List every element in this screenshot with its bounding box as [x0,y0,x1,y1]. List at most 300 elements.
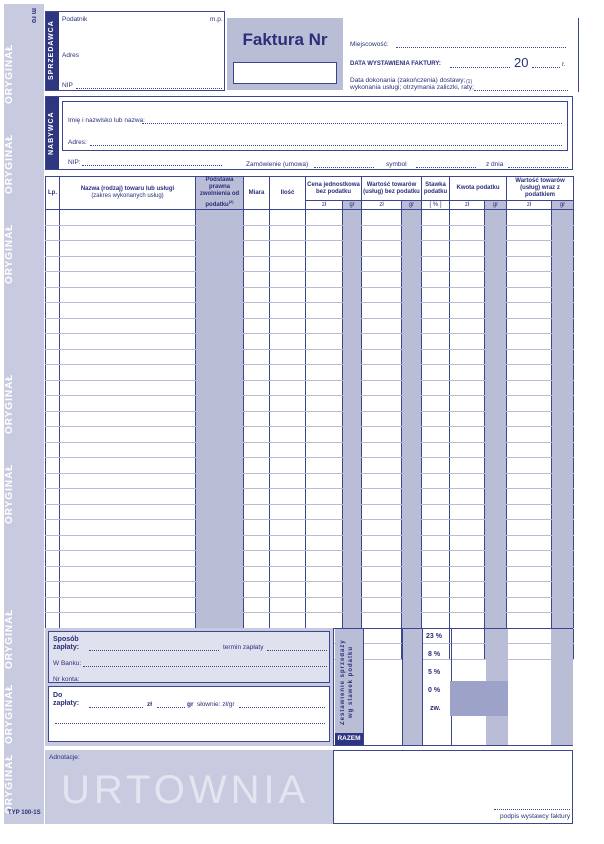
table-cell[interactable] [46,551,60,567]
table-cell[interactable] [196,613,244,629]
table-cell[interactable] [485,582,507,598]
table-cell[interactable] [362,241,402,257]
table-cell[interactable] [552,210,574,226]
table-cell[interactable] [422,504,450,520]
table-row[interactable] [46,551,574,567]
table-row[interactable] [46,442,574,458]
table-cell[interactable] [507,318,552,334]
table-cell[interactable] [552,396,574,412]
table-cell[interactable] [343,349,362,365]
table-row[interactable] [46,613,574,629]
table-cell[interactable] [196,318,244,334]
table-cell[interactable] [507,380,552,396]
table-cell[interactable] [450,380,485,396]
table-cell[interactable] [60,396,196,412]
table-cell[interactable] [485,396,507,412]
table-cell[interactable] [402,210,422,226]
table-cell[interactable] [402,303,422,319]
table-cell[interactable] [552,597,574,613]
table-cell[interactable] [343,427,362,443]
table-cell[interactable] [46,210,60,226]
table-cell[interactable] [507,566,552,582]
table-row[interactable] [46,256,574,272]
table-cell[interactable] [196,582,244,598]
table-cell[interactable] [306,551,343,567]
table-cell[interactable] [507,349,552,365]
table-cell[interactable] [270,318,306,334]
table-cell[interactable] [402,241,422,257]
table-cell[interactable] [485,613,507,629]
table-cell[interactable] [306,349,343,365]
table-row[interactable] [46,427,574,443]
table-cell[interactable] [450,411,485,427]
table-cell[interactable] [244,365,270,381]
signature-box[interactable] [333,750,573,824]
table-cell[interactable] [362,272,402,288]
table-cell[interactable] [343,520,362,536]
table-cell[interactable] [362,318,402,334]
notes-box[interactable] [45,750,333,824]
table-cell[interactable] [422,520,450,536]
table-cell[interactable] [306,318,343,334]
table-cell[interactable] [46,535,60,551]
table-row[interactable] [46,241,574,257]
buyer-nip-field[interactable] [82,165,222,166]
table-cell[interactable] [270,287,306,303]
table-cell[interactable] [485,349,507,365]
table-cell[interactable] [196,349,244,365]
table-cell[interactable] [507,365,552,381]
table-cell[interactable] [60,225,196,241]
table-cell[interactable] [402,473,422,489]
table-cell[interactable] [244,473,270,489]
table-cell[interactable] [485,566,507,582]
table-cell[interactable] [46,582,60,598]
table-cell[interactable] [244,287,270,303]
table-cell[interactable] [450,442,485,458]
table-cell[interactable] [46,597,60,613]
table-cell[interactable] [196,566,244,582]
table-cell[interactable] [46,318,60,334]
payment-term-field[interactable] [267,650,327,651]
table-cell[interactable] [422,427,450,443]
bank-field[interactable] [83,666,327,667]
table-cell[interactable] [306,256,343,272]
table-cell[interactable] [244,613,270,629]
table-cell[interactable] [507,582,552,598]
table-row[interactable] [46,458,574,474]
table-cell[interactable] [450,241,485,257]
table-cell[interactable] [552,613,574,629]
table-cell[interactable] [244,210,270,226]
table-cell[interactable] [244,380,270,396]
table-cell[interactable] [552,287,574,303]
table-cell[interactable] [552,411,574,427]
table-cell[interactable] [402,365,422,381]
table-cell[interactable] [507,225,552,241]
table-cell[interactable] [60,411,196,427]
table-cell[interactable] [507,520,552,536]
table-cell[interactable] [450,334,485,350]
table-cell[interactable] [270,365,306,381]
table-cell[interactable] [402,504,422,520]
table-row[interactable] [46,225,574,241]
table-cell[interactable] [60,613,196,629]
table-cell[interactable] [306,365,343,381]
table-cell[interactable] [244,520,270,536]
table-cell[interactable] [450,535,485,551]
table-cell[interactable] [60,504,196,520]
table-cell[interactable] [450,582,485,598]
table-cell[interactable] [422,442,450,458]
table-cell[interactable] [422,303,450,319]
table-cell[interactable] [196,365,244,381]
table-cell[interactable] [402,582,422,598]
table-cell[interactable] [196,489,244,505]
table-cell[interactable] [485,334,507,350]
table-cell[interactable] [362,349,402,365]
table-cell[interactable] [60,318,196,334]
table-cell[interactable] [343,287,362,303]
table-cell[interactable] [552,380,574,396]
table-cell[interactable] [552,535,574,551]
table-cell[interactable] [402,520,422,536]
table-cell[interactable] [450,210,485,226]
table-row[interactable] [46,272,574,288]
table-cell[interactable] [362,613,402,629]
table-cell[interactable] [402,535,422,551]
table-cell[interactable] [270,272,306,288]
table-cell[interactable] [485,597,507,613]
table-cell[interactable] [507,396,552,412]
table-cell[interactable] [507,551,552,567]
table-cell[interactable] [552,458,574,474]
table-row[interactable] [46,535,574,551]
table-cell[interactable] [485,225,507,241]
table-row[interactable] [46,349,574,365]
table-cell[interactable] [362,458,402,474]
table-cell[interactable] [270,551,306,567]
table-cell[interactable] [196,256,244,272]
table-cell[interactable] [270,582,306,598]
table-cell[interactable] [450,318,485,334]
table-cell[interactable] [270,489,306,505]
table-cell[interactable] [46,520,60,536]
table-cell[interactable] [60,303,196,319]
amount-gr-field[interactable] [157,707,185,708]
table-cell[interactable] [46,334,60,350]
table-cell[interactable] [450,365,485,381]
table-cell[interactable] [422,582,450,598]
table-cell[interactable] [270,504,306,520]
table-cell[interactable] [46,256,60,272]
table-cell[interactable] [270,597,306,613]
table-cell[interactable] [343,566,362,582]
table-row[interactable] [46,210,574,226]
table-cell[interactable] [343,256,362,272]
table-row[interactable] [46,473,574,489]
table-cell[interactable] [552,520,574,536]
table-cell[interactable] [507,272,552,288]
amount-words-field[interactable] [239,707,325,708]
table-cell[interactable] [60,334,196,350]
invoice-number-field[interactable] [233,62,337,84]
table-cell[interactable] [450,396,485,412]
table-row[interactable] [46,566,574,582]
table-cell[interactable] [362,380,402,396]
table-cell[interactable] [270,349,306,365]
table-cell[interactable] [60,442,196,458]
table-cell[interactable] [60,241,196,257]
table-cell[interactable] [244,458,270,474]
table-cell[interactable] [306,396,343,412]
table-cell[interactable] [343,396,362,412]
year-field[interactable] [532,67,560,68]
table-cell[interactable] [60,535,196,551]
table-cell[interactable] [270,535,306,551]
table-cell[interactable] [422,396,450,412]
table-cell[interactable] [343,613,362,629]
table-cell[interactable] [270,458,306,474]
table-cell[interactable] [485,365,507,381]
table-cell[interactable] [343,225,362,241]
table-cell[interactable] [507,427,552,443]
table-cell[interactable] [46,613,60,629]
table-cell[interactable] [362,489,402,505]
table-cell[interactable] [552,349,574,365]
table-cell[interactable] [402,256,422,272]
table-cell[interactable] [485,427,507,443]
table-row[interactable] [46,365,574,381]
table-cell[interactable] [60,365,196,381]
issue-date-field[interactable] [450,67,510,68]
table-cell[interactable] [60,287,196,303]
table-cell[interactable] [196,442,244,458]
table-cell[interactable] [402,318,422,334]
table-cell[interactable] [402,566,422,582]
table-cell[interactable] [507,473,552,489]
table-cell[interactable] [60,582,196,598]
table-cell[interactable] [507,504,552,520]
table-cell[interactable] [507,210,552,226]
table-cell[interactable] [507,287,552,303]
table-cell[interactable] [244,411,270,427]
table-row[interactable] [46,504,574,520]
table-cell[interactable] [402,597,422,613]
table-cell[interactable] [552,551,574,567]
table-cell[interactable] [306,380,343,396]
table-cell[interactable] [422,411,450,427]
table-cell[interactable] [196,535,244,551]
table-cell[interactable] [362,582,402,598]
table-cell[interactable] [485,535,507,551]
table-cell[interactable] [196,427,244,443]
table-row[interactable] [46,411,574,427]
table-cell[interactable] [306,473,343,489]
table-cell[interactable] [60,473,196,489]
table-cell[interactable] [306,303,343,319]
table-cell[interactable] [450,489,485,505]
table-cell[interactable] [244,256,270,272]
table-cell[interactable] [552,334,574,350]
table-cell[interactable] [306,334,343,350]
table-cell[interactable] [402,613,422,629]
table-cell[interactable] [362,520,402,536]
table-cell[interactable] [485,380,507,396]
table-cell[interactable] [343,551,362,567]
table-cell[interactable] [244,504,270,520]
table-cell[interactable] [244,303,270,319]
order-date-field[interactable] [508,167,568,168]
table-cell[interactable] [196,597,244,613]
table-cell[interactable] [450,225,485,241]
table-cell[interactable] [196,210,244,226]
table-cell[interactable] [46,380,60,396]
table-cell[interactable] [362,396,402,412]
order-field[interactable] [314,167,374,168]
table-cell[interactable] [507,489,552,505]
table-cell[interactable] [422,458,450,474]
table-cell[interactable] [343,334,362,350]
table-cell[interactable] [450,427,485,443]
table-cell[interactable] [402,380,422,396]
table-cell[interactable] [306,210,343,226]
table-cell[interactable] [306,582,343,598]
table-cell[interactable] [552,318,574,334]
table-cell[interactable] [507,241,552,257]
table-cell[interactable] [402,442,422,458]
table-cell[interactable] [306,566,343,582]
table-cell[interactable] [485,287,507,303]
table-cell[interactable] [552,303,574,319]
table-cell[interactable] [46,365,60,381]
table-cell[interactable] [362,535,402,551]
place-field[interactable] [396,47,566,48]
table-cell[interactable] [60,210,196,226]
table-cell[interactable] [343,442,362,458]
table-cell[interactable] [485,520,507,536]
table-cell[interactable] [485,241,507,257]
table-cell[interactable] [552,225,574,241]
table-cell[interactable] [244,489,270,505]
table-cell[interactable] [306,504,343,520]
table-cell[interactable] [362,442,402,458]
table-cell[interactable] [244,551,270,567]
table-cell[interactable] [196,225,244,241]
table-cell[interactable] [270,303,306,319]
table-cell[interactable] [552,241,574,257]
table-cell[interactable] [450,458,485,474]
table-cell[interactable] [306,489,343,505]
table-cell[interactable] [450,349,485,365]
table-cell[interactable] [485,504,507,520]
table-cell[interactable] [60,458,196,474]
table-cell[interactable] [507,442,552,458]
table-cell[interactable] [306,613,343,629]
table-cell[interactable] [402,272,422,288]
table-cell[interactable] [46,287,60,303]
table-cell[interactable] [306,287,343,303]
table-cell[interactable] [402,287,422,303]
table-cell[interactable] [60,551,196,567]
table-cell[interactable] [343,597,362,613]
table-cell[interactable] [422,597,450,613]
table-cell[interactable] [244,241,270,257]
table-cell[interactable] [485,272,507,288]
table-cell[interactable] [270,613,306,629]
table-cell[interactable] [402,458,422,474]
table-cell[interactable] [343,489,362,505]
table-row[interactable] [46,380,574,396]
table-cell[interactable] [402,349,422,365]
table-cell[interactable] [422,241,450,257]
table-cell[interactable] [60,597,196,613]
table-cell[interactable] [422,349,450,365]
table-cell[interactable] [306,442,343,458]
table-cell[interactable] [306,225,343,241]
table-cell[interactable] [196,411,244,427]
table-cell[interactable] [552,365,574,381]
table-cell[interactable] [306,241,343,257]
table-cell[interactable] [422,365,450,381]
table-cell[interactable] [60,256,196,272]
table-cell[interactable] [270,380,306,396]
table-cell[interactable] [196,287,244,303]
table-cell[interactable] [270,473,306,489]
table-row[interactable] [46,582,574,598]
table-cell[interactable] [306,520,343,536]
table-cell[interactable] [196,241,244,257]
table-cell[interactable] [46,504,60,520]
table-cell[interactable] [552,256,574,272]
table-cell[interactable] [450,566,485,582]
table-cell[interactable] [270,411,306,427]
table-cell[interactable] [343,210,362,226]
table-cell[interactable] [343,473,362,489]
table-cell[interactable] [306,597,343,613]
table-cell[interactable] [552,566,574,582]
table-cell[interactable] [552,427,574,443]
table-cell[interactable] [196,396,244,412]
table-cell[interactable] [362,566,402,582]
table-cell[interactable] [270,256,306,272]
account-field[interactable] [83,682,327,683]
table-row[interactable] [46,303,574,319]
table-cell[interactable] [552,272,574,288]
payment-method-field[interactable] [89,650,219,651]
table-cell[interactable] [46,458,60,474]
table-cell[interactable] [244,597,270,613]
table-cell[interactable] [402,411,422,427]
table-cell[interactable] [196,334,244,350]
table-cell[interactable] [507,613,552,629]
table-cell[interactable] [244,535,270,551]
table-cell[interactable] [450,504,485,520]
table-cell[interactable] [485,473,507,489]
table-cell[interactable] [244,225,270,241]
table-cell[interactable] [450,597,485,613]
table-cell[interactable] [244,427,270,443]
table-cell[interactable] [450,303,485,319]
table-cell[interactable] [422,613,450,629]
table-cell[interactable] [507,535,552,551]
table-cell[interactable] [422,380,450,396]
table-cell[interactable] [507,334,552,350]
table-cell[interactable] [270,241,306,257]
table-cell[interactable] [270,520,306,536]
table-cell[interactable] [306,535,343,551]
table-cell[interactable] [244,272,270,288]
